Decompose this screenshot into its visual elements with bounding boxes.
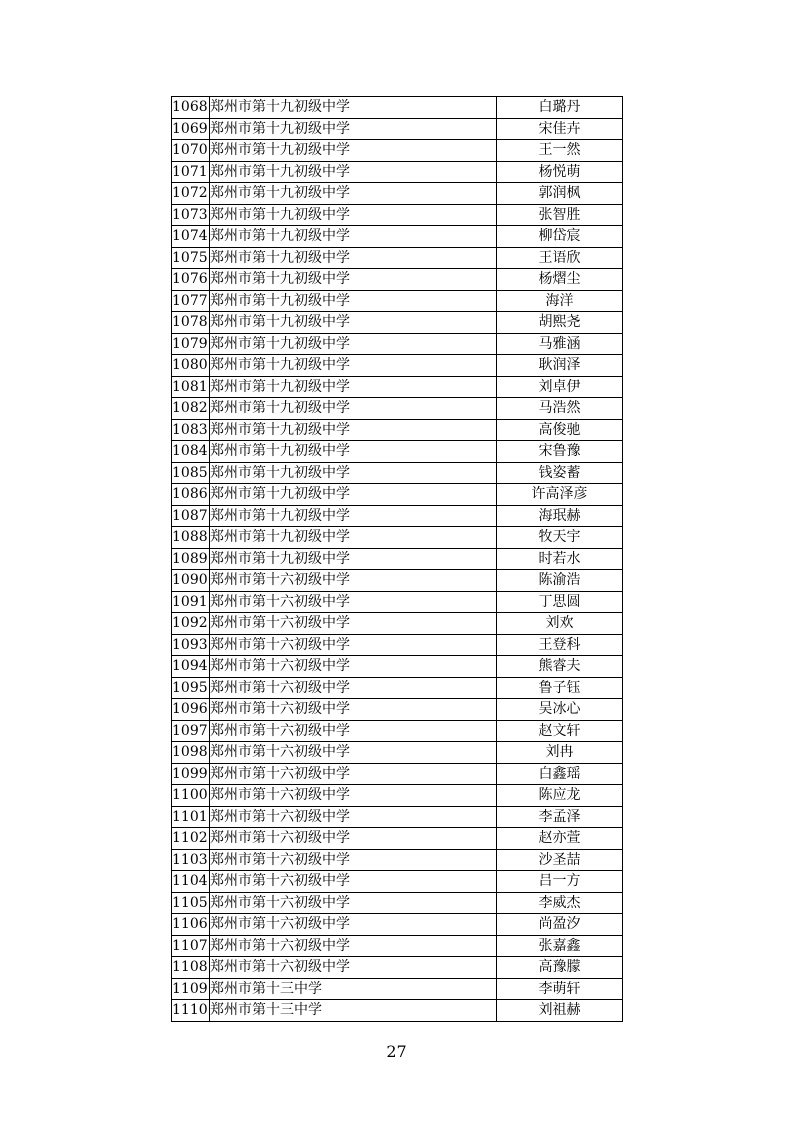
student-list-body: [172, 97, 623, 1022]
row-number: 1103: [172, 849, 210, 871]
table-row: [172, 742, 623, 764]
row-number: 1073: [172, 204, 210, 226]
student-name: 吴冰心: [497, 699, 623, 721]
table-row: [172, 226, 623, 248]
table-row: [172, 548, 623, 570]
school-name: 郑州市第十三中学: [210, 1000, 497, 1022]
school-name: 郑州市第十九初级中学: [210, 333, 497, 355]
table-row: [172, 634, 623, 656]
school-name: 郑州市第十九初级中学: [210, 183, 497, 205]
table-row: [172, 935, 623, 957]
student-name: 陈应龙: [497, 785, 623, 807]
table-row: [172, 419, 623, 441]
row-number: 1091: [172, 591, 210, 613]
student-name: 张嘉鑫: [497, 935, 623, 957]
row-number: 1107: [172, 935, 210, 957]
student-name: 李孟泽: [497, 806, 623, 828]
table-row: [172, 247, 623, 269]
row-number: 1109: [172, 978, 210, 1000]
school-name: 郑州市第十六初级中学: [210, 570, 497, 592]
row-number: 1102: [172, 828, 210, 850]
student-name: 宋鲁豫: [497, 441, 623, 463]
student-list-table: [171, 96, 623, 1022]
row-number: 1069: [172, 118, 210, 140]
student-name: 许高泽彦: [497, 484, 623, 506]
row-number: 1097: [172, 720, 210, 742]
student-name: 高豫朦: [497, 957, 623, 979]
table-row: [172, 677, 623, 699]
table-row: [172, 376, 623, 398]
row-number: 1108: [172, 957, 210, 979]
student-name: 海洋: [497, 290, 623, 312]
student-name: 钱姿蓄: [497, 462, 623, 484]
table-row: [172, 355, 623, 377]
student-name: 白璐丹: [497, 97, 623, 119]
row-number: 1071: [172, 161, 210, 183]
table-row: [172, 290, 623, 312]
row-number: 1078: [172, 312, 210, 334]
row-number: 1093: [172, 634, 210, 656]
student-name: 刘冉: [497, 742, 623, 764]
student-name: 尚盈汐: [497, 914, 623, 936]
row-number: 1090: [172, 570, 210, 592]
table-row: [172, 505, 623, 527]
student-name: 熊睿夫: [497, 656, 623, 678]
table-row: [172, 806, 623, 828]
school-name: 郑州市第十九初级中学: [210, 398, 497, 420]
table-row: [172, 462, 623, 484]
student-name: 海珉赫: [497, 505, 623, 527]
row-number: 1081: [172, 376, 210, 398]
student-name: 张智胜: [497, 204, 623, 226]
table-row: [172, 398, 623, 420]
table-row: [172, 183, 623, 205]
student-name: 刘卓伊: [497, 376, 623, 398]
school-name: 郑州市第十六初级中学: [210, 742, 497, 764]
school-name: 郑州市第十九初级中学: [210, 505, 497, 527]
table-row: [172, 97, 623, 119]
school-name: 郑州市第十九初级中学: [210, 355, 497, 377]
student-name: 杨悦萌: [497, 161, 623, 183]
student-name: 郭润枫: [497, 183, 623, 205]
row-number: 1104: [172, 871, 210, 893]
row-number: 1084: [172, 441, 210, 463]
student-name: 马雅涵: [497, 333, 623, 355]
row-number: 1086: [172, 484, 210, 506]
student-name: 耿润泽: [497, 355, 623, 377]
row-number: 1079: [172, 333, 210, 355]
school-name: 郑州市第十九初级中学: [210, 441, 497, 463]
table-row: [172, 763, 623, 785]
page-number: 27: [386, 1042, 407, 1061]
school-name: 郑州市第十九初级中学: [210, 484, 497, 506]
school-name: 郑州市第十九初级中学: [210, 527, 497, 549]
table-row: [172, 978, 623, 1000]
student-name: 赵文轩: [497, 720, 623, 742]
table-row: [172, 656, 623, 678]
row-number: 1085: [172, 462, 210, 484]
row-number: 1087: [172, 505, 210, 527]
row-number: 1100: [172, 785, 210, 807]
table-row: [172, 849, 623, 871]
row-number: 1098: [172, 742, 210, 764]
row-number: 1083: [172, 419, 210, 441]
school-name: 郑州市第十六初级中学: [210, 699, 497, 721]
student-name: 王一然: [497, 140, 623, 162]
row-number: 1075: [172, 247, 210, 269]
student-name: 李萌轩: [497, 978, 623, 1000]
row-number: 1105: [172, 892, 210, 914]
row-number: 1110: [172, 1000, 210, 1022]
student-name: 时若水: [497, 548, 623, 570]
school-name: 郑州市第十九初级中学: [210, 419, 497, 441]
table-row: [172, 892, 623, 914]
row-number: 1077: [172, 290, 210, 312]
school-name: 郑州市第十六初级中学: [210, 892, 497, 914]
row-number: 1092: [172, 613, 210, 635]
row-number: 1074: [172, 226, 210, 248]
school-name: 郑州市第十六初级中学: [210, 828, 497, 850]
student-name: 王登科: [497, 634, 623, 656]
table-row: [172, 957, 623, 979]
school-name: 郑州市第十九初级中学: [210, 290, 497, 312]
table-row: [172, 204, 623, 226]
table-row: [172, 312, 623, 334]
school-name: 郑州市第十九初级中学: [210, 204, 497, 226]
school-name: 郑州市第十六初级中学: [210, 849, 497, 871]
school-name: 郑州市第十六初级中学: [210, 634, 497, 656]
student-name: 刘欢: [497, 613, 623, 635]
student-name: 白鑫瑶: [497, 763, 623, 785]
student-name: 牧天宇: [497, 527, 623, 549]
table-row: [172, 118, 623, 140]
school-name: 郑州市第十九初级中学: [210, 462, 497, 484]
row-number: 1080: [172, 355, 210, 377]
table-row: [172, 333, 623, 355]
school-name: 郑州市第十六初级中学: [210, 935, 497, 957]
row-number: 1068: [172, 97, 210, 119]
school-name: 郑州市第十九初级中学: [210, 97, 497, 119]
table-row: [172, 161, 623, 183]
table-row: [172, 570, 623, 592]
student-name: 刘祖赫: [497, 1000, 623, 1022]
student-name: 高俊驰: [497, 419, 623, 441]
school-name: 郑州市第十六初级中学: [210, 613, 497, 635]
table-row: [172, 484, 623, 506]
student-name: 沙圣喆: [497, 849, 623, 871]
row-number: 1072: [172, 183, 210, 205]
school-name: 郑州市第十九初级中学: [210, 312, 497, 334]
student-name: 丁思圆: [497, 591, 623, 613]
table-row: [172, 613, 623, 635]
student-name: 宋佳卉: [497, 118, 623, 140]
school-name: 郑州市第十六初级中学: [210, 806, 497, 828]
school-name: 郑州市第十九初级中学: [210, 247, 497, 269]
school-name: 郑州市第十六初级中学: [210, 871, 497, 893]
school-name: 郑州市第十九初级中学: [210, 226, 497, 248]
row-number: 1089: [172, 548, 210, 570]
table-row: [172, 871, 623, 893]
student-name: 柳岱宸: [497, 226, 623, 248]
table-row: [172, 269, 623, 291]
student-name: 杨熠尘: [497, 269, 623, 291]
school-name: 郑州市第十九初级中学: [210, 161, 497, 183]
table-row: [172, 441, 623, 463]
table-row: [172, 1000, 623, 1022]
table-row: [172, 914, 623, 936]
row-number: 1096: [172, 699, 210, 721]
school-name: 郑州市第十九初级中学: [210, 376, 497, 398]
school-name: 郑州市第十六初级中学: [210, 656, 497, 678]
table-row: [172, 720, 623, 742]
school-name: 郑州市第十九初级中学: [210, 140, 497, 162]
student-name: 王语欣: [497, 247, 623, 269]
student-name: 马浩然: [497, 398, 623, 420]
row-number: 1088: [172, 527, 210, 549]
row-number: 1094: [172, 656, 210, 678]
school-name: 郑州市第十九初级中学: [210, 548, 497, 570]
row-number: 1082: [172, 398, 210, 420]
student-name: 赵亦萱: [497, 828, 623, 850]
school-name: 郑州市第十六初级中学: [210, 957, 497, 979]
student-name: 陈渝浩: [497, 570, 623, 592]
table-row: [172, 140, 623, 162]
school-name: 郑州市第十六初级中学: [210, 914, 497, 936]
row-number: 1106: [172, 914, 210, 936]
school-name: 郑州市第十六初级中学: [210, 763, 497, 785]
table-row: [172, 527, 623, 549]
school-name: 郑州市第十三中学: [210, 978, 497, 1000]
school-name: 郑州市第十六初级中学: [210, 677, 497, 699]
row-number: 1101: [172, 806, 210, 828]
row-number: 1070: [172, 140, 210, 162]
school-name: 郑州市第十九初级中学: [210, 269, 497, 291]
school-name: 郑州市第十六初级中学: [210, 591, 497, 613]
school-name: 郑州市第十六初级中学: [210, 785, 497, 807]
school-name: 郑州市第十六初级中学: [210, 720, 497, 742]
row-number: 1099: [172, 763, 210, 785]
student-name: 胡熙尧: [497, 312, 623, 334]
student-name: 鲁子钰: [497, 677, 623, 699]
student-name: 吕一方: [497, 871, 623, 893]
table-row: [172, 699, 623, 721]
row-number: 1095: [172, 677, 210, 699]
table-row: [172, 785, 623, 807]
row-number: 1076: [172, 269, 210, 291]
table-row: [172, 828, 623, 850]
student-name: 李威杰: [497, 892, 623, 914]
school-name: 郑州市第十九初级中学: [210, 118, 497, 140]
table-row: [172, 591, 623, 613]
